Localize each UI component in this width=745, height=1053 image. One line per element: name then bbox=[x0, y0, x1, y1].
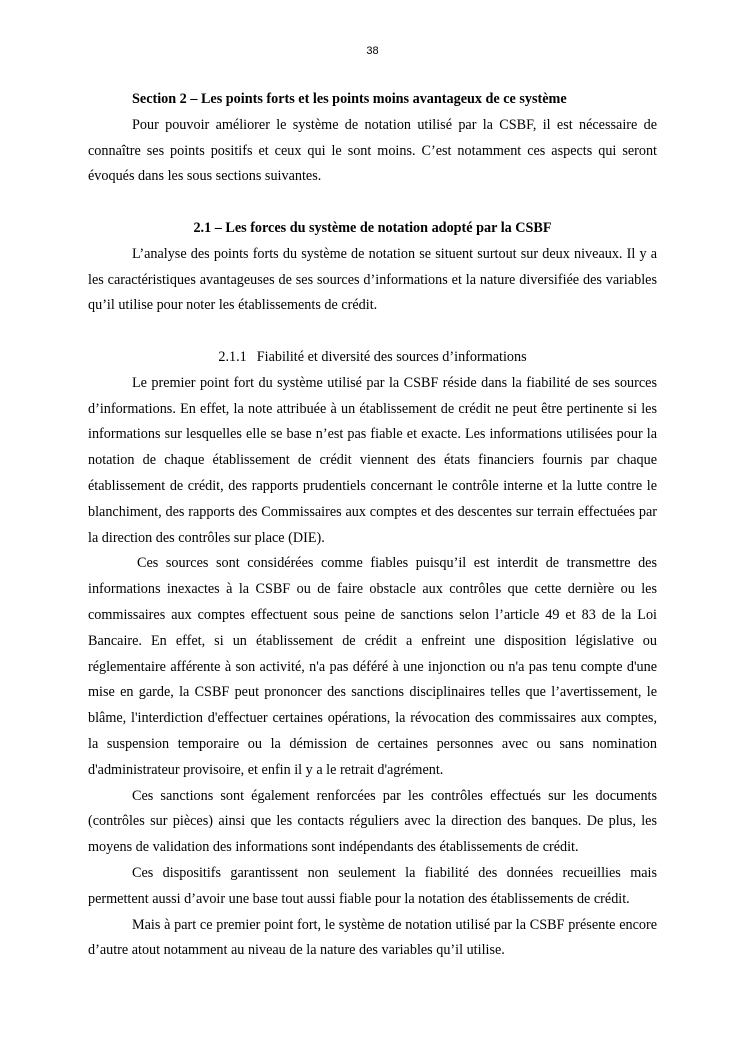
section-title: Section 2 – Les points forts et les points moins avantageux de ce système bbox=[132, 91, 567, 107]
section-intro-paragraph: Pour pouvoir améliorer le système de notation utilisé par la CSBF, il est nécessaire de connaître ses points positifs et ceux qui le sont moins. C’est notamment ces aspects qui seront évoqués dans les sous sections suivantes. bbox=[88, 116, 657, 185]
spacer bbox=[88, 190, 657, 216]
subsection-intro-paragraph: L’analyse des points forts du système de notation se situent surtout sur deux niveaux. Il y a les caractéristiques avantageuses de ses sources d’informations et la nature diversifiée des variables qu’il utilise pour noter les établissements de crédit. bbox=[88, 245, 657, 314]
page-number: 38 bbox=[366, 45, 379, 57]
body-paragraph: Ces sanctions sont également renforcées par les contrôles effectués sur les documents (contrôles sur pièces) ainsi que les contacts réguliers avec la direction des banques. De plus, les moyens de validation des informations sont indépendants des établissements de crédit. bbox=[88, 787, 657, 856]
subsubsection-title: Fiabilité et diversité des sources d’informations bbox=[256, 348, 527, 365]
body-paragraph: Mais à part ce premier point fort, le système de notation utilisé par la CSBF présente encore d’autre atout notamment au niveau de la nature des variables qu’il utilise. bbox=[88, 916, 657, 959]
subsection-title: 2.1 – Les forces du système de notation adopté par la CSBF bbox=[193, 219, 552, 236]
page-content bbox=[88, 87, 657, 964]
subsubsection-heading bbox=[88, 345, 657, 371]
subsubsection-number: 2.1.1 bbox=[218, 348, 247, 365]
body-paragraph: Ces sources sont considérées comme fiables puisqu’il est interdit de transmettre des informations inexactes à la CSBF ou de faire obstacle aux contrôles que cette dernière ou les commissaires aux comptes effectuent sous peine de sanctions selon l’article 49 et 83 de la Loi Bancaire. En effet, si un établissement de crédit a enfreint une disposition législative ou réglementaire afférente à son activité, n'a pas déféré à une injonction ou n'a pas tenu compte d'une mise en garde, la CSBF peut prononcer des sanctions disciplinaires telles que l’avertissement, le blâme, l'interdiction d'effectuer certaines opérations, la révocation des commissaires aux comptes, la suspension temporaire ou la démission de certaines personnes avec ou sans nomination d'administrateur provisoire, et enfin il y a le retrait d'agrément. bbox=[88, 555, 657, 778]
spacer bbox=[88, 319, 657, 345]
body-paragraph: Le premier point fort du système utilisé par la CSBF réside dans la fiabilité de ses sources d’informations. En effet, la note attribuée à un établissement de crédit ne peut être pertinente si les informations sur lesquelles elle se base n’est pas fiable et exacte. Les informations utilisées pour la notation de chaque établissement de crédit viennent des états financiers fournis par chaque établissement de crédit, des rapports prudentiels concernant le contrôle interne et la lutte contre le blanchiment, des rapports des Commissaires aux comptes et des descentes sur terrain effectuées par la direction des contrôles sur place (DIE). bbox=[88, 374, 657, 546]
body-paragraph: Ces dispositifs garantissent non seulement la fiabilité des données recueillies mais permettent aussi d’avoir une base tout aussi fiable pour la notation des établissements de crédit. bbox=[88, 864, 657, 907]
